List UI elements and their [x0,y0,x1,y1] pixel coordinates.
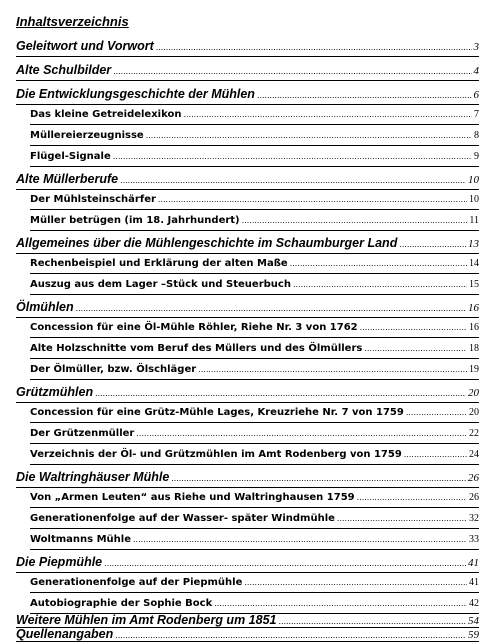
toc-leader [406,408,467,417]
toc-entry-page: 19 [469,364,479,375]
toc-entry-label: Ölmühlen [16,300,74,314]
toc-entry-label: Concession für eine Grütz-Mühle Lages, Kreuzriehe Nr. 7 von 1759 [30,407,404,418]
toc-entry[interactable] [16,87,479,105]
toc-entry-page: 33 [469,534,479,545]
toc-entry-page: 41 [469,577,479,588]
toc-leader [95,388,466,398]
toc-leader [214,599,467,608]
toc-leader [278,616,466,626]
toc-entry[interactable] [16,172,479,190]
toc-subentry[interactable] [30,577,479,593]
toc-leader [158,195,467,204]
toc-leader [115,630,466,640]
toc-entry-page: 9 [474,151,479,162]
toc-entry-label: Die Waltringhäuser Mühle [16,470,170,484]
toc-entry[interactable] [16,39,479,57]
toc-subentry[interactable] [30,492,479,508]
toc-entry-page: 26 [468,472,479,484]
toc-entry[interactable] [16,613,479,628]
toc-entry-page: 15 [469,279,479,290]
toc-entry-label: Die Entwicklungsgeschichte der Mühlen [16,87,255,101]
toc-entry-page: 59 [468,629,479,641]
toc-leader [357,493,467,502]
toc-entry-page: 7 [474,109,479,120]
toc-leader [120,175,466,185]
toc-entry-page: 13 [468,238,479,250]
toc-leader [257,90,472,100]
toc-entry-page: 54 [468,615,479,627]
toc-entry-page: 22 [469,428,479,439]
toc-entry-label: Die Piepmühle [16,555,103,569]
toc-entry-label: Flügel-Signale [30,151,111,162]
toc-entry-label: Müller betrügen (im 18. Jahrhundert) [30,215,240,226]
toc-entry[interactable] [16,236,479,254]
toc-leader [293,280,467,289]
toc-entry-page: 26 [469,492,479,503]
toc-subentry[interactable] [30,194,479,210]
toc-entry-page: 10 [469,194,479,205]
toc-entry-page: 42 [469,598,479,609]
toc-entry-page: 16 [468,302,479,314]
toc-entry-label: Verzeichnis der Öl- und Grützmühlen im Amt Rodenberg von 1759 [30,449,402,460]
toc-subentry[interactable] [30,322,479,338]
toc-leader [133,535,467,544]
toc-entry-label: Der Grützenmüller [30,428,135,439]
toc-entry[interactable] [16,555,479,573]
toc-entry-label: Müllereierzeugnisse [30,130,144,141]
toc-subentry[interactable] [30,534,479,550]
toc-leader [183,110,472,119]
toc-leader [290,259,467,268]
toc-entry-page: 24 [469,449,479,460]
toc-entry-label: Concession für eine Öl-Mühle Röhler, Riehe Nr. 3 von 1762 [30,322,358,333]
toc-subentry[interactable] [30,407,479,423]
toc-leader [156,42,472,52]
toc-entry-page: 32 [469,513,479,524]
toc-subentry[interactable] [30,513,479,529]
toc-entry-label: Weitere Mühlen im Amt Rodenberg um 1851 [16,613,277,627]
toc-entry-page: 41 [468,557,479,569]
toc-subentry[interactable] [30,215,479,231]
toc-leader [104,558,466,568]
toc-entry-page: 14 [469,258,479,269]
toc-subentry[interactable] [30,258,479,274]
toc-entry-label: Quellenangaben [16,627,114,641]
toc-subentry[interactable] [30,130,479,146]
toc-entry-label: Der Ölmüller, bzw. Ölschläger [30,364,197,375]
toc-entry-label: Geleitwort und Vorwort [16,39,154,53]
toc-subentry[interactable] [30,428,479,444]
toc-leader [146,131,472,140]
toc-entry-label: Alte Schulbilder [16,63,112,77]
toc-entry-label: Der Mühlsteinschärfer [30,194,156,205]
toc-entry-label: Autobiographie der Sophie Bock [30,598,213,609]
toc-entry-page: 20 [469,407,479,418]
toc-leader [198,365,467,374]
toc-entry-page: 4 [473,65,479,77]
toc-subentry[interactable] [30,343,479,359]
toc-entry-label: Auszug aus dem Lager –Stück und Steuerbuch [30,279,291,290]
toc-entry-label: Das kleine Getreidelexikon [30,109,182,120]
toc-subentry[interactable] [30,151,479,167]
toc-entry-label: Woltmanns Mühle [30,534,131,545]
toc-leader [171,473,466,483]
toc-entry-page: 11 [469,215,479,226]
toc-entry-label: Alte Holzschnitte vom Beruf des Müllers und des Ölmüllers [30,343,363,354]
toc-entry[interactable] [16,63,479,81]
toc-leader [360,323,467,332]
toc-entry[interactable] [16,300,479,318]
toc-entry-page: 3 [473,41,479,53]
toc-leader [404,450,467,459]
toc-entry-page: 10 [468,174,479,186]
toc-subentry[interactable] [30,449,479,465]
toc-leader [113,66,471,76]
toc-leader [399,239,466,249]
toc-entry-label: Alte Müllerberufe [16,172,119,186]
toc-leader [113,152,472,161]
toc-entry-label: Generationenfolge auf der Piepmühle [30,577,243,588]
toc-subentry[interactable] [30,279,479,295]
toc-title: Inhaltsverzeichnis [16,14,129,29]
toc-subentry[interactable] [30,109,479,125]
toc-leader [364,344,467,353]
toc-entry[interactable] [16,385,479,403]
toc-leader [76,303,466,313]
toc-entry-label: Generationenfolge auf der Wasser- später Windmühle [30,513,335,524]
toc-entry-page: 20 [468,387,479,399]
toc-entry-page: 6 [473,89,479,101]
toc-entry-page: 16 [469,322,479,333]
toc-entry-label: Rechenbeispiel und Erklärung der alten Maße [30,258,288,269]
toc-leader [244,578,467,587]
toc-subentry[interactable] [30,364,479,380]
toc-entry-label: Grützmühlen [16,385,94,399]
toc-leader [242,216,468,225]
toc-entry[interactable] [16,470,479,488]
toc-entry-label: Von „Armen Leuten“ aus Riehe und Waltringhausen 1759 [30,492,355,503]
toc-entry-page: 18 [469,343,479,354]
toc-leader [136,429,467,438]
toc-entry-label: Allgemeines über die Mühlengeschichte im Schaumburger Land [16,236,398,250]
toc-entry[interactable] [16,627,479,642]
toc-entry-page: 8 [474,130,479,141]
toc-subentry[interactable] [30,598,479,614]
toc-leader [337,514,467,523]
